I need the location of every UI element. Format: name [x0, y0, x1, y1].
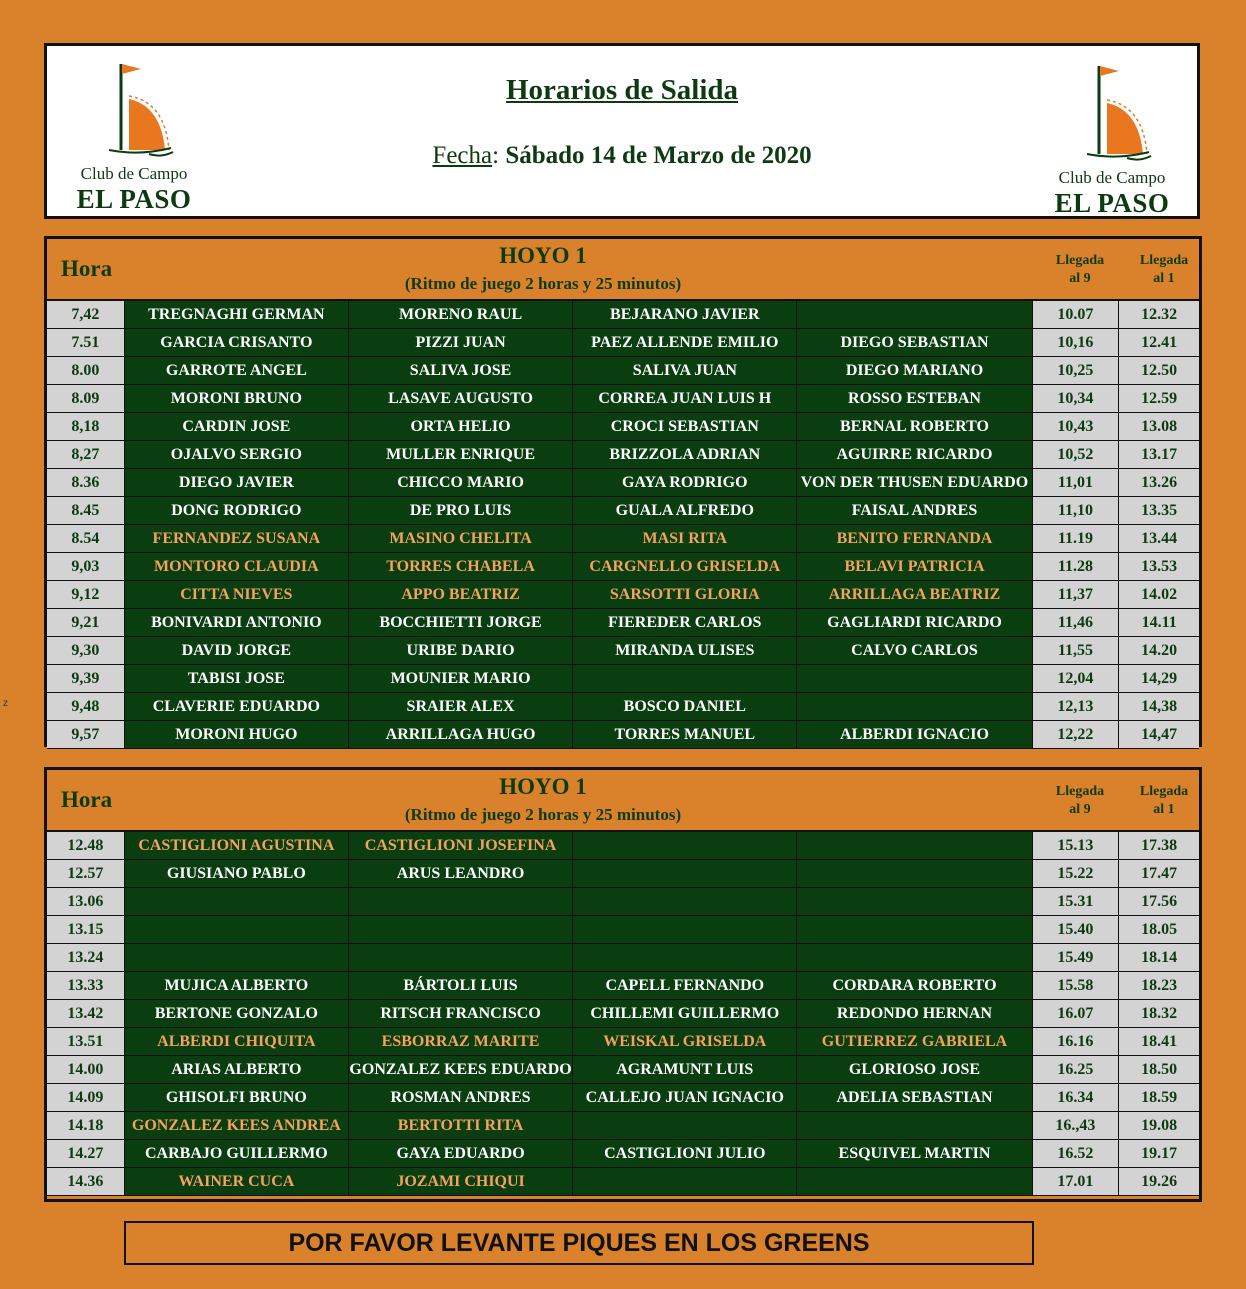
arrival-9-cell: 15.22 — [1033, 860, 1120, 888]
player-cell — [797, 665, 1032, 693]
arrival-1-cell: 13.26 — [1119, 469, 1199, 497]
arrival-9-cell: 11.19 — [1033, 525, 1120, 553]
player-cell: CARBAJO GUILLERMO — [125, 1140, 349, 1168]
block-header — [47, 770, 1199, 832]
arrival-1-cell: 18.41 — [1119, 1028, 1199, 1056]
player-cell: CHILLEMI GUILLERMO — [573, 1000, 797, 1028]
arrival-1-cell: 19.08 — [1119, 1112, 1199, 1140]
player-cell — [797, 944, 1032, 972]
tee-time-cell: 13.24 — [47, 944, 125, 972]
tee-time-cell: 9,48 — [47, 693, 125, 721]
table-row — [47, 1168, 1199, 1196]
tee-time-cell: 13.33 — [47, 972, 125, 1000]
player-cell: GUALA ALFREDO — [573, 497, 797, 525]
player-cell — [125, 916, 349, 944]
tee-times-block-morning — [44, 236, 1202, 747]
arrival-1-cell: 17.56 — [1119, 888, 1199, 916]
player-cell: SARSOTTI GLORIA — [573, 581, 797, 609]
arrival-1-cell: 12.41 — [1119, 329, 1199, 357]
table-row — [47, 637, 1199, 665]
arrival-9-cell: 10,34 — [1033, 385, 1120, 413]
player-cell: AGRAMUNT LUIS — [573, 1056, 797, 1084]
player-cell: MONTORO CLAUDIA — [125, 553, 349, 581]
arrival-9-cell: 10.07 — [1033, 301, 1120, 329]
player-cell: CARDIN JOSE — [125, 413, 349, 441]
player-cell — [573, 916, 797, 944]
player-cell: DONG RODRIGO — [125, 497, 349, 525]
logo-club-text: Club de Campo — [80, 164, 188, 183]
arrival-1-cell: 14.20 — [1119, 637, 1199, 665]
arrival-9-cell: 15.58 — [1033, 972, 1120, 1000]
logo-name-text: EL PASO — [76, 184, 192, 214]
arrival-9-cell: 11,10 — [1033, 497, 1120, 525]
arrival-1-cell: 18.05 — [1119, 916, 1199, 944]
player-cell: GAGLIARDI RICARDO — [797, 609, 1032, 637]
arrival-1-cell: 18.14 — [1119, 944, 1199, 972]
player-cell: MASINO CHELITA — [349, 525, 573, 553]
player-cell: BEJARANO JAVIER — [573, 301, 797, 329]
player-cell: BERTOTTI RITA — [349, 1112, 573, 1140]
player-cell: APPO BEATRIZ — [349, 581, 573, 609]
player-cell: BELAVI PATRICIA — [797, 553, 1032, 581]
tee-time-cell: 8.36 — [47, 469, 125, 497]
tee-times-block-afternoon — [44, 767, 1202, 1202]
table-row — [47, 665, 1199, 693]
player-cell: MIRANDA ULISES — [573, 637, 797, 665]
player-cell: BOCCHIETTI JORGE — [349, 609, 573, 637]
table-row — [47, 832, 1199, 860]
pace-subtitle: (Ritmo de juego 2 horas y 25 minutos) — [404, 274, 682, 293]
arrival-9-header-line2: al 9 — [1069, 802, 1091, 817]
tee-time-cell: 13.42 — [47, 1000, 125, 1028]
logo-club-text: Club de Campo — [1058, 168, 1166, 187]
player-cell: GAYA RODRIGO — [573, 469, 797, 497]
player-cell: VON DER THUSEN EDUARDO — [797, 469, 1032, 497]
player-cell: ARRILLAGA BEATRIZ — [797, 581, 1032, 609]
player-cell: ALBERDI IGNACIO — [797, 721, 1032, 749]
table-row — [47, 357, 1199, 385]
tee-time-cell: 13.06 — [47, 888, 125, 916]
arrival-1-header — [1122, 252, 1206, 288]
arrival-1-cell: 18.59 — [1119, 1084, 1199, 1112]
player-cell: CORREA JUAN LUIS H — [573, 385, 797, 413]
arrival-1-header-line2: al 1 — [1153, 271, 1175, 286]
tee-time-cell: 14.27 — [47, 1140, 125, 1168]
player-cell: PAEZ ALLENDE EMILIO — [573, 329, 797, 357]
player-cell: MORONI HUGO — [125, 721, 349, 749]
tee-time-cell: 9,21 — [47, 609, 125, 637]
player-cell — [125, 944, 349, 972]
arrival-9-cell: 15.49 — [1033, 944, 1120, 972]
player-cell: MUJICA ALBERTO — [125, 972, 349, 1000]
player-cell: DIEGO SEBASTIAN — [797, 329, 1032, 357]
date-label: Fecha — [432, 142, 493, 169]
table-row — [47, 972, 1199, 1000]
player-cell: GARROTE ANGEL — [125, 357, 349, 385]
arrival-9-cell: 16.25 — [1033, 1056, 1120, 1084]
table-row — [47, 1000, 1199, 1028]
player-cell: SRAIER ALEX — [349, 693, 573, 721]
logo-name-text: EL PASO — [1054, 188, 1170, 218]
player-cell: TABISI JOSE — [125, 665, 349, 693]
stray-mark: z — [3, 698, 8, 709]
player-cell: CARGNELLO GRISELDA — [573, 553, 797, 581]
arrival-9-cell: 12,13 — [1033, 693, 1120, 721]
tee-times-rows — [47, 301, 1199, 749]
arrival-1-cell: 14.11 — [1119, 609, 1199, 637]
arrival-1-cell: 12.50 — [1119, 357, 1199, 385]
player-cell: WEISKAL GRISELDA — [573, 1028, 797, 1056]
player-cell: BRIZZOLA ADRIAN — [573, 441, 797, 469]
arrival-9-cell: 10,52 — [1033, 441, 1120, 469]
tee-time-cell: 8.00 — [47, 357, 125, 385]
tee-times-rows — [47, 832, 1199, 1196]
player-cell: SALIVA JOSE — [349, 357, 573, 385]
player-cell: BENITO FERNANDA — [797, 525, 1032, 553]
arrival-9-cell: 16.07 — [1033, 1000, 1120, 1028]
table-row — [47, 1112, 1199, 1140]
player-cell: TORRES MANUEL — [573, 721, 797, 749]
table-row — [47, 553, 1199, 581]
player-cell: MOUNIER MARIO — [349, 665, 573, 693]
tee-time-cell: 12.48 — [47, 832, 125, 860]
player-cell: BERTONE GONZALO — [125, 1000, 349, 1028]
table-row — [47, 497, 1199, 525]
player-cell — [349, 916, 573, 944]
date-value: Sábado 14 de Marzo de 2020 — [505, 142, 812, 169]
arrival-9-cell: 15.13 — [1033, 832, 1120, 860]
arrival-9-cell: 17.01 — [1033, 1168, 1120, 1196]
tee-time-cell: 12.57 — [47, 860, 125, 888]
arrival-1-cell: 18.32 — [1119, 1000, 1199, 1028]
table-row — [47, 581, 1199, 609]
player-cell — [797, 693, 1032, 721]
player-cell: BONIVARDI ANTONIO — [125, 609, 349, 637]
arrival-9-cell: 11,37 — [1033, 581, 1120, 609]
arrival-1-cell: 14.02 — [1119, 581, 1199, 609]
table-row — [47, 469, 1199, 497]
table-row — [47, 301, 1199, 329]
hora-header: Hora — [61, 256, 113, 281]
player-cell: TORRES CHABELA — [349, 553, 573, 581]
player-cell: MULLER ENRIQUE — [349, 441, 573, 469]
player-cell: GUTIERREZ GABRIELA — [797, 1028, 1032, 1056]
player-cell — [573, 1168, 797, 1196]
arrival-1-cell: 14,47 — [1119, 721, 1199, 749]
player-cell: MASI RITA — [573, 525, 797, 553]
table-row — [47, 385, 1199, 413]
tee-time-cell: 14.00 — [47, 1056, 125, 1084]
table-row — [47, 609, 1199, 637]
player-cell: ROSMAN ANDRES — [349, 1084, 573, 1112]
arrival-9-cell: 11,46 — [1033, 609, 1120, 637]
date-line: Fecha: Sábado 14 de Marzo de 2020 — [432, 142, 812, 169]
player-cell: GLORIOSO JOSE — [797, 1056, 1032, 1084]
player-cell — [573, 665, 797, 693]
player-cell: CROCI SEBASTIAN — [573, 413, 797, 441]
hora-header: Hora — [61, 787, 113, 812]
player-cell: MORONI BRUNO — [125, 385, 349, 413]
arrival-9-cell: 12,22 — [1033, 721, 1120, 749]
player-cell: JOZAMI CHIQUI — [349, 1168, 573, 1196]
arrival-9-cell: 15.31 — [1033, 888, 1120, 916]
arrival-1-cell: 13.17 — [1119, 441, 1199, 469]
player-cell: ALBERDI CHIQUITA — [125, 1028, 349, 1056]
player-cell: CORDARA ROBERTO — [797, 972, 1032, 1000]
player-cell — [797, 832, 1032, 860]
arrival-9-cell: 11,55 — [1033, 637, 1120, 665]
player-cell: CALVO CARLOS — [797, 637, 1032, 665]
tee-time-cell: 8.45 — [47, 497, 125, 525]
player-cell — [797, 888, 1032, 916]
player-cell: TREGNAGHI GERMAN — [125, 301, 349, 329]
tee-time-cell: 14.36 — [47, 1168, 125, 1196]
arrival-9-cell: 15.40 — [1033, 916, 1120, 944]
player-cell — [125, 888, 349, 916]
player-cell: DIEGO MARIANO — [797, 357, 1032, 385]
player-cell: WAINER CUCA — [125, 1168, 349, 1196]
player-cell: ARUS LEANDRO — [349, 860, 573, 888]
player-cell: BÁRTOLI LUIS — [349, 972, 573, 1000]
player-cell: ESQUIVEL MARTIN — [797, 1140, 1032, 1168]
player-cell: DE PRO LUIS — [349, 497, 573, 525]
player-cell: ROSSO ESTEBAN — [797, 385, 1032, 413]
player-cell: GAYA EDUARDO — [349, 1140, 573, 1168]
player-cell — [573, 888, 797, 916]
player-cell: AGUIRRE RICARDO — [797, 441, 1032, 469]
player-cell: FERNANDEZ SUSANA — [125, 525, 349, 553]
table-row — [47, 944, 1199, 972]
arrival-9-cell: 12,04 — [1033, 665, 1120, 693]
tee-time-cell: 7.51 — [47, 329, 125, 357]
tee-time-cell: 8.54 — [47, 525, 125, 553]
arrival-9-cell: 16.52 — [1033, 1140, 1120, 1168]
arrival-1-cell: 12.32 — [1119, 301, 1199, 329]
arrival-1-header-line1: Llegada — [1139, 784, 1189, 799]
player-cell: CALLEJO JUAN IGNACIO — [573, 1084, 797, 1112]
player-cell — [349, 944, 573, 972]
table-row — [47, 1140, 1199, 1168]
table-row — [47, 693, 1199, 721]
arrival-9-header-line2: al 9 — [1069, 271, 1091, 286]
table-row — [47, 525, 1199, 553]
player-cell: PIZZI JUAN — [349, 329, 573, 357]
player-cell — [349, 888, 573, 916]
table-row — [47, 888, 1199, 916]
player-cell: ARRILLAGA HUGO — [349, 721, 573, 749]
arrival-9-cell: 10,43 — [1033, 413, 1120, 441]
tee-time-cell: 8,18 — [47, 413, 125, 441]
arrival-9-cell: 10,16 — [1033, 329, 1120, 357]
player-cell — [573, 832, 797, 860]
player-cell: ORTA HELIO — [349, 413, 573, 441]
player-cell: DAVID JORGE — [125, 637, 349, 665]
pace-subtitle: (Ritmo de juego 2 horas y 25 minutos) — [404, 805, 682, 824]
player-cell: DIEGO JAVIER — [125, 469, 349, 497]
table-row — [47, 329, 1199, 357]
player-cell: GHISOLFI BRUNO — [125, 1084, 349, 1112]
player-cell: GARCIA CRISANTO — [125, 329, 349, 357]
hole-title: HOYO 1 — [499, 243, 587, 268]
player-cell — [797, 1168, 1032, 1196]
player-cell: GONZALEZ KEES EDUARDO — [349, 1056, 573, 1084]
tee-time-cell: 14.09 — [47, 1084, 125, 1112]
player-cell: CLAVERIE EDUARDO — [125, 693, 349, 721]
player-cell: CITTA NIEVES — [125, 581, 349, 609]
golf-flag-icon — [1057, 58, 1167, 168]
tee-time-cell: 8,27 — [47, 441, 125, 469]
player-cell: CASTIGLIONI JOSEFINA — [349, 832, 573, 860]
arrival-1-cell: 14,38 — [1119, 693, 1199, 721]
table-row — [47, 413, 1199, 441]
arrival-9-cell: 16.34 — [1033, 1084, 1120, 1112]
table-row — [47, 916, 1199, 944]
arrival-9-header-line1: Llegada — [1055, 253, 1105, 268]
arrival-1-cell: 18.50 — [1119, 1056, 1199, 1084]
player-cell — [797, 860, 1032, 888]
player-cell: LASAVE AUGUSTO — [349, 385, 573, 413]
arrival-9-header-line1: Llegada — [1055, 784, 1105, 799]
tee-time-cell: 13.15 — [47, 916, 125, 944]
player-cell: RITSCH FRANCISCO — [349, 1000, 573, 1028]
arrival-1-header — [1122, 783, 1206, 819]
tee-time-cell: 9,12 — [47, 581, 125, 609]
arrival-1-cell: 18.23 — [1119, 972, 1199, 1000]
player-cell: CASTIGLIONI JULIO — [573, 1140, 797, 1168]
player-cell: ESBORRAZ MARITE — [349, 1028, 573, 1056]
player-cell: CAPELL FERNANDO — [573, 972, 797, 1000]
arrival-9-header — [1038, 252, 1122, 288]
arrival-1-cell: 17.38 — [1119, 832, 1199, 860]
player-cell: BERNAL ROBERTO — [797, 413, 1032, 441]
player-cell: ADELIA SEBASTIAN — [797, 1084, 1032, 1112]
player-cell: URIBE DARIO — [349, 637, 573, 665]
hole-title: HOYO 1 — [499, 774, 587, 799]
table-row — [47, 721, 1199, 749]
table-row — [47, 441, 1199, 469]
tee-time-cell: 7,42 — [47, 301, 125, 329]
tee-time-cell: 9,57 — [47, 721, 125, 749]
player-cell: CHICCO MARIO — [349, 469, 573, 497]
tee-time-cell: 9,03 — [47, 553, 125, 581]
tee-time-cell: 14.18 — [47, 1112, 125, 1140]
table-row — [47, 1028, 1199, 1056]
arrival-1-cell: 13.53 — [1119, 553, 1199, 581]
arrival-1-cell: 17.47 — [1119, 860, 1199, 888]
arrival-1-cell: 14,29 — [1119, 665, 1199, 693]
arrival-1-header-line2: al 1 — [1153, 802, 1175, 817]
arrival-1-cell: 19.17 — [1119, 1140, 1199, 1168]
player-cell: FIEREDER CARLOS — [573, 609, 797, 637]
player-cell: FAISAL ANDRES — [797, 497, 1032, 525]
player-cell: OJALVO SERGIO — [125, 441, 349, 469]
player-cell: GONZALEZ KEES ANDREA — [125, 1112, 349, 1140]
player-cell: CASTIGLIONI AGUSTINA — [125, 832, 349, 860]
arrival-9-cell: 16.,43 — [1033, 1112, 1120, 1140]
player-cell — [573, 860, 797, 888]
player-cell: ARIAS ALBERTO — [125, 1056, 349, 1084]
arrival-1-cell: 13.35 — [1119, 497, 1199, 525]
player-cell — [573, 1112, 797, 1140]
table-row — [47, 860, 1199, 888]
player-cell — [797, 301, 1032, 329]
arrival-1-header-line1: Llegada — [1139, 253, 1189, 268]
player-cell: MORENO RAUL — [349, 301, 573, 329]
arrival-1-cell: 13.08 — [1119, 413, 1199, 441]
player-cell — [573, 944, 797, 972]
footer-notice: POR FAVOR LEVANTE PIQUES EN LOS GREENS — [124, 1221, 1034, 1265]
player-cell: REDONDO HERNAN — [797, 1000, 1032, 1028]
arrival-1-cell: 19.26 — [1119, 1168, 1199, 1196]
arrival-9-cell: 16.16 — [1033, 1028, 1120, 1056]
arrival-9-cell: 11,01 — [1033, 469, 1120, 497]
tee-time-cell: 13.51 — [47, 1028, 125, 1056]
player-cell: GIUSIANO PABLO — [125, 860, 349, 888]
tee-time-cell: 8.09 — [47, 385, 125, 413]
player-cell — [797, 1112, 1032, 1140]
arrival-9-cell: 11.28 — [1033, 553, 1120, 581]
club-logo-right — [1037, 58, 1187, 218]
tee-time-cell: 9,30 — [47, 637, 125, 665]
player-cell — [797, 916, 1032, 944]
table-row — [47, 1084, 1199, 1112]
arrival-9-cell: 10,25 — [1033, 357, 1120, 385]
tee-time-cell: 9,39 — [47, 665, 125, 693]
player-cell: SALIVA JUAN — [573, 357, 797, 385]
arrival-9-header — [1038, 783, 1122, 819]
arrival-1-cell: 12.59 — [1119, 385, 1199, 413]
page-title: Horarios de Salida — [505, 74, 738, 106]
table-row — [47, 1056, 1199, 1084]
header-panel — [44, 43, 1200, 219]
player-cell: BOSCO DANIEL — [573, 693, 797, 721]
block-header — [47, 239, 1199, 301]
arrival-1-cell: 13.44 — [1119, 525, 1199, 553]
